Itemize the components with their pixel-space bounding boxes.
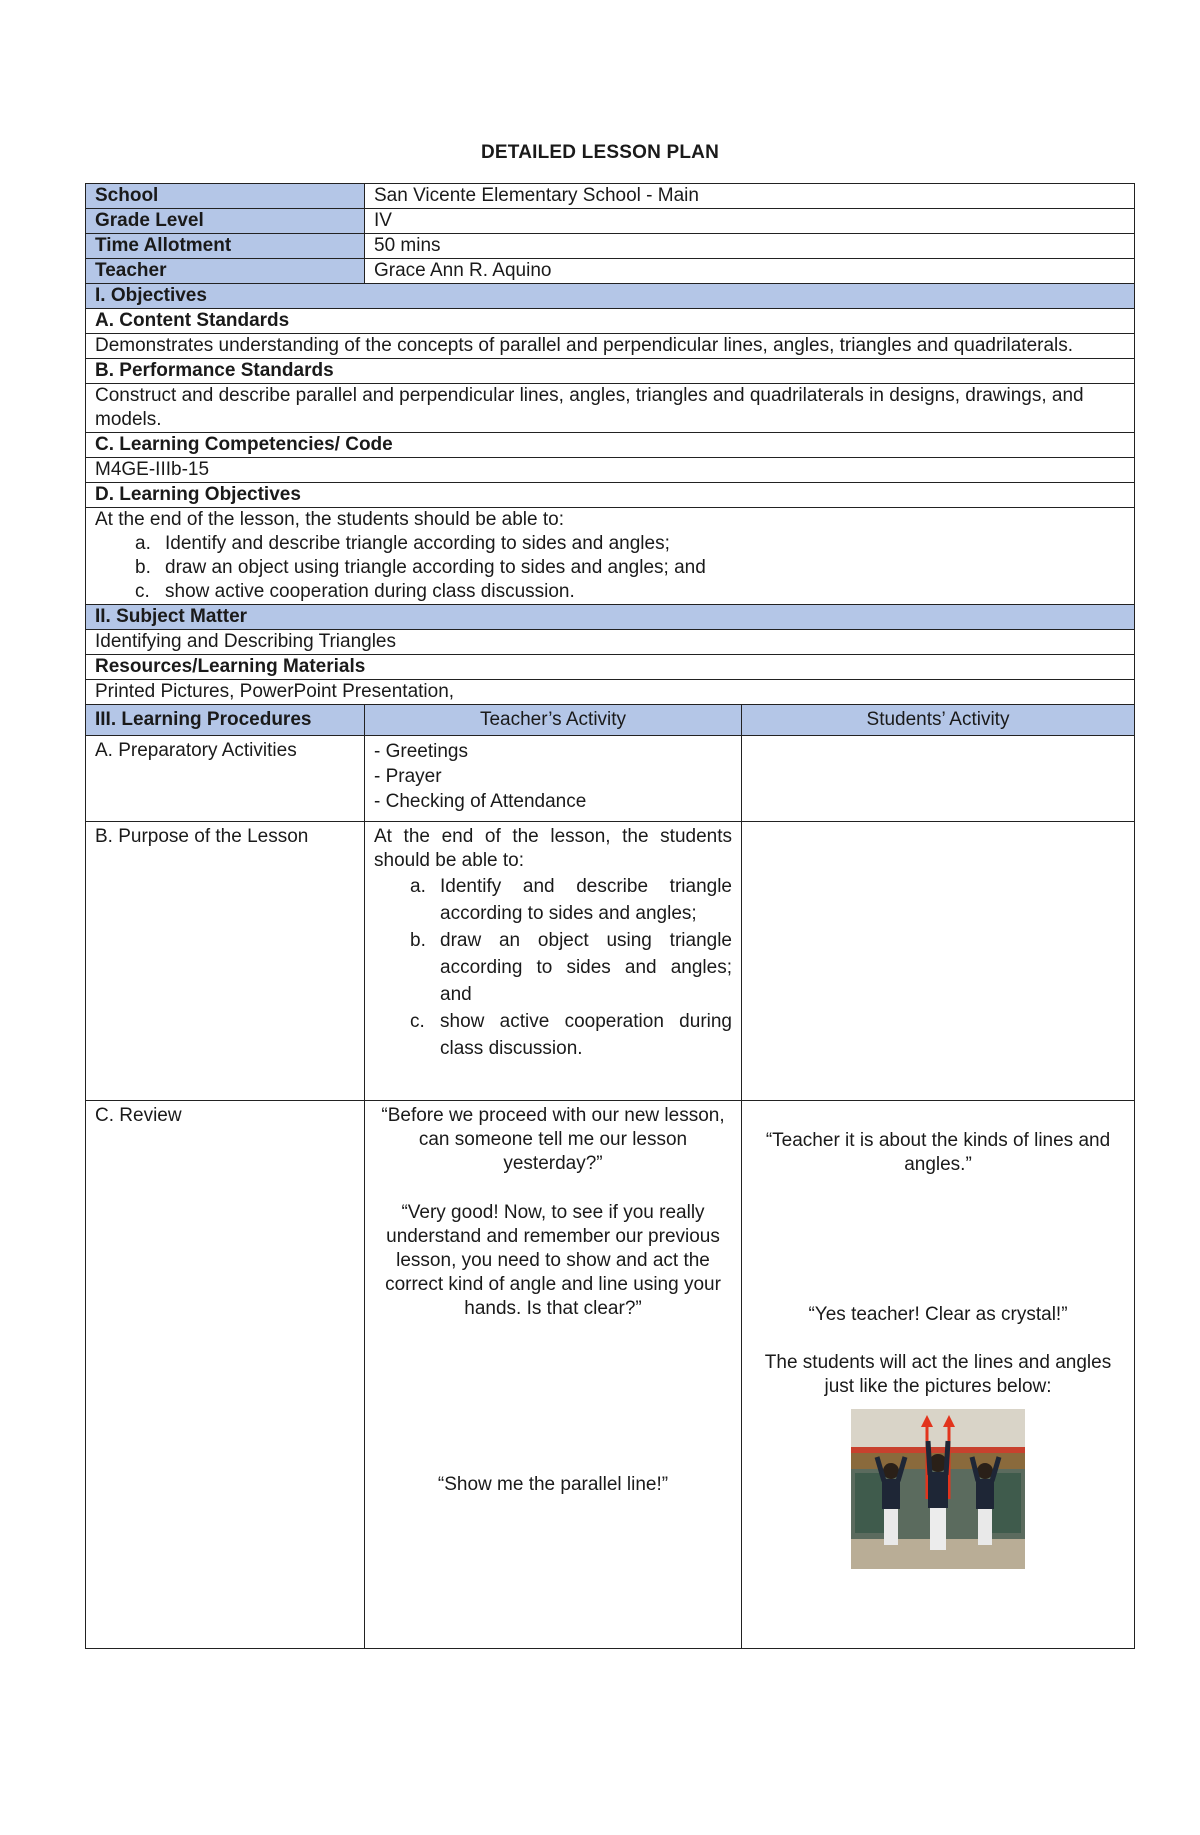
learning-objectives-intro: At the end of the lesson, the students should be able to: bbox=[95, 509, 564, 530]
student-line: The students will act the lines and angles just like the pictures below: bbox=[764, 1352, 1112, 1397]
resources-text: Printed Pictures, PowerPoint Presentation, bbox=[86, 680, 1135, 705]
list-letter: b. bbox=[135, 557, 151, 578]
list-item: - Checking of Attendance bbox=[374, 791, 587, 812]
list-item bbox=[404, 1008, 732, 1062]
content-standards-row bbox=[86, 334, 1135, 359]
list-item bbox=[135, 580, 1125, 604]
preparatory-label: A. Preparatory Activities bbox=[86, 736, 365, 822]
preparatory-teacher-cell bbox=[365, 736, 742, 822]
purpose-row bbox=[86, 822, 1135, 1101]
learning-objectives-heading: D. Learning Objectives bbox=[86, 483, 1135, 508]
review-students-cell bbox=[742, 1101, 1135, 1649]
list-text: show active cooperation during class discussion. bbox=[165, 581, 575, 602]
resources-heading-row bbox=[86, 655, 1135, 680]
teacher-line: “Very good! Now, to see if you really understand and remember our previous lesson, you need to show and act the correct kind of angle and line using your hands. Is that clear?” bbox=[385, 1202, 721, 1319]
list-item bbox=[404, 927, 732, 1008]
teacher-activity-header: Teacher’s Activity bbox=[365, 705, 742, 736]
objectives-heading: I. Objectives bbox=[86, 284, 1135, 309]
competencies-row bbox=[86, 458, 1135, 483]
competencies-heading: C. Learning Competencies/ Code bbox=[86, 433, 1135, 458]
competencies-heading-row bbox=[86, 433, 1135, 458]
subject-topic: Identifying and Describing Triangles bbox=[86, 630, 1135, 655]
student-line: “Teacher it is about the kinds of lines and angles.” bbox=[765, 1130, 1111, 1175]
performance-standards-heading: B. Performance Standards bbox=[86, 359, 1135, 384]
preparatory-row bbox=[86, 736, 1135, 822]
purpose-students-cell bbox=[742, 822, 1135, 1101]
list-letter: a. bbox=[410, 876, 426, 897]
procedures-header-row bbox=[86, 705, 1135, 736]
list-item bbox=[135, 532, 1125, 556]
performance-standards-row bbox=[86, 384, 1135, 433]
content-standards-heading-row bbox=[86, 309, 1135, 334]
info-value: Grace Ann R. Aquino bbox=[365, 259, 1135, 284]
info-label: Grade Level bbox=[86, 209, 365, 234]
info-label: School bbox=[86, 184, 365, 209]
list-letter: a. bbox=[135, 533, 151, 554]
performance-standards-text: Construct and describe parallel and perpendicular lines, angles, triangles and quadrilaterals in designs, drawings, and models. bbox=[86, 384, 1135, 433]
learning-objectives-list bbox=[95, 532, 1125, 604]
students-parallel-lines-photo bbox=[851, 1409, 1025, 1569]
competency-code: M4GE-IIIb-15 bbox=[86, 458, 1135, 483]
list-letter: c. bbox=[135, 581, 150, 602]
resources-row bbox=[86, 680, 1135, 705]
info-row-grade bbox=[86, 209, 1135, 234]
list-item: - Prayer bbox=[374, 766, 442, 787]
list-text: draw an object using triangle according to sides and angles; and bbox=[165, 557, 706, 578]
student-line: “Yes teacher! Clear as crystal!” bbox=[808, 1304, 1068, 1325]
learning-objectives-heading-row bbox=[86, 483, 1135, 508]
document-title: DETAILED LESSON PLAN bbox=[481, 142, 719, 163]
list-letter: b. bbox=[410, 930, 426, 951]
students-activity-header: Students’ Activity bbox=[742, 705, 1135, 736]
list-item bbox=[404, 873, 732, 927]
review-label: C. Review bbox=[86, 1101, 365, 1649]
list-text: show active cooperation during class discussion. bbox=[440, 1011, 732, 1059]
learning-objectives-row bbox=[86, 508, 1135, 605]
lesson-plan-table bbox=[85, 183, 1135, 1649]
info-row-school bbox=[86, 184, 1135, 209]
performance-standards-heading-row bbox=[86, 359, 1135, 384]
purpose-intro: At the end of the lesson, the students should be able to: bbox=[374, 826, 732, 871]
purpose-label: B. Purpose of the Lesson bbox=[86, 822, 365, 1101]
info-label: Teacher bbox=[86, 259, 365, 284]
purpose-teacher-cell bbox=[365, 822, 742, 1101]
resources-heading: Resources/Learning Materials bbox=[86, 655, 1135, 680]
list-item: - Greetings bbox=[374, 741, 468, 762]
procedures-heading: III. Learning Procedures bbox=[86, 705, 365, 736]
teacher-line: “Before we proceed with our new lesson, can someone tell me our lesson yesterday?” bbox=[381, 1105, 725, 1174]
info-value: IV bbox=[365, 209, 1135, 234]
subject-matter-heading: II. Subject Matter bbox=[86, 605, 1135, 630]
info-row-time bbox=[86, 234, 1135, 259]
learning-objectives-cell bbox=[86, 508, 1135, 605]
preparatory-students-cell bbox=[742, 736, 1135, 822]
review-teacher-cell bbox=[365, 1101, 742, 1649]
list-text: Identify and describe triangle according to sides and angles; bbox=[165, 533, 670, 554]
info-row-teacher bbox=[86, 259, 1135, 284]
list-letter: c. bbox=[410, 1011, 425, 1032]
objectives-heading-row bbox=[86, 284, 1135, 309]
info-value: 50 mins bbox=[365, 234, 1135, 259]
purpose-list bbox=[374, 873, 732, 1062]
content-standards-heading: A. Content Standards bbox=[86, 309, 1135, 334]
subject-topic-row bbox=[86, 630, 1135, 655]
info-value: San Vicente Elementary School - Main bbox=[365, 184, 1135, 209]
teacher-line: “Show me the parallel line!” bbox=[437, 1474, 669, 1495]
list-text: draw an object using triangle according to sides and angles; and bbox=[440, 930, 732, 1005]
info-label: Time Allotment bbox=[86, 234, 365, 259]
review-row bbox=[86, 1101, 1135, 1649]
subject-matter-heading-row bbox=[86, 605, 1135, 630]
list-text: Identify and describe triangle according to sides and angles; bbox=[440, 876, 732, 924]
content-standards-text: Demonstrates understanding of the concepts of parallel and perpendicular lines, angles, triangles and quadrilaterals. bbox=[86, 334, 1135, 359]
list-item bbox=[135, 556, 1125, 580]
